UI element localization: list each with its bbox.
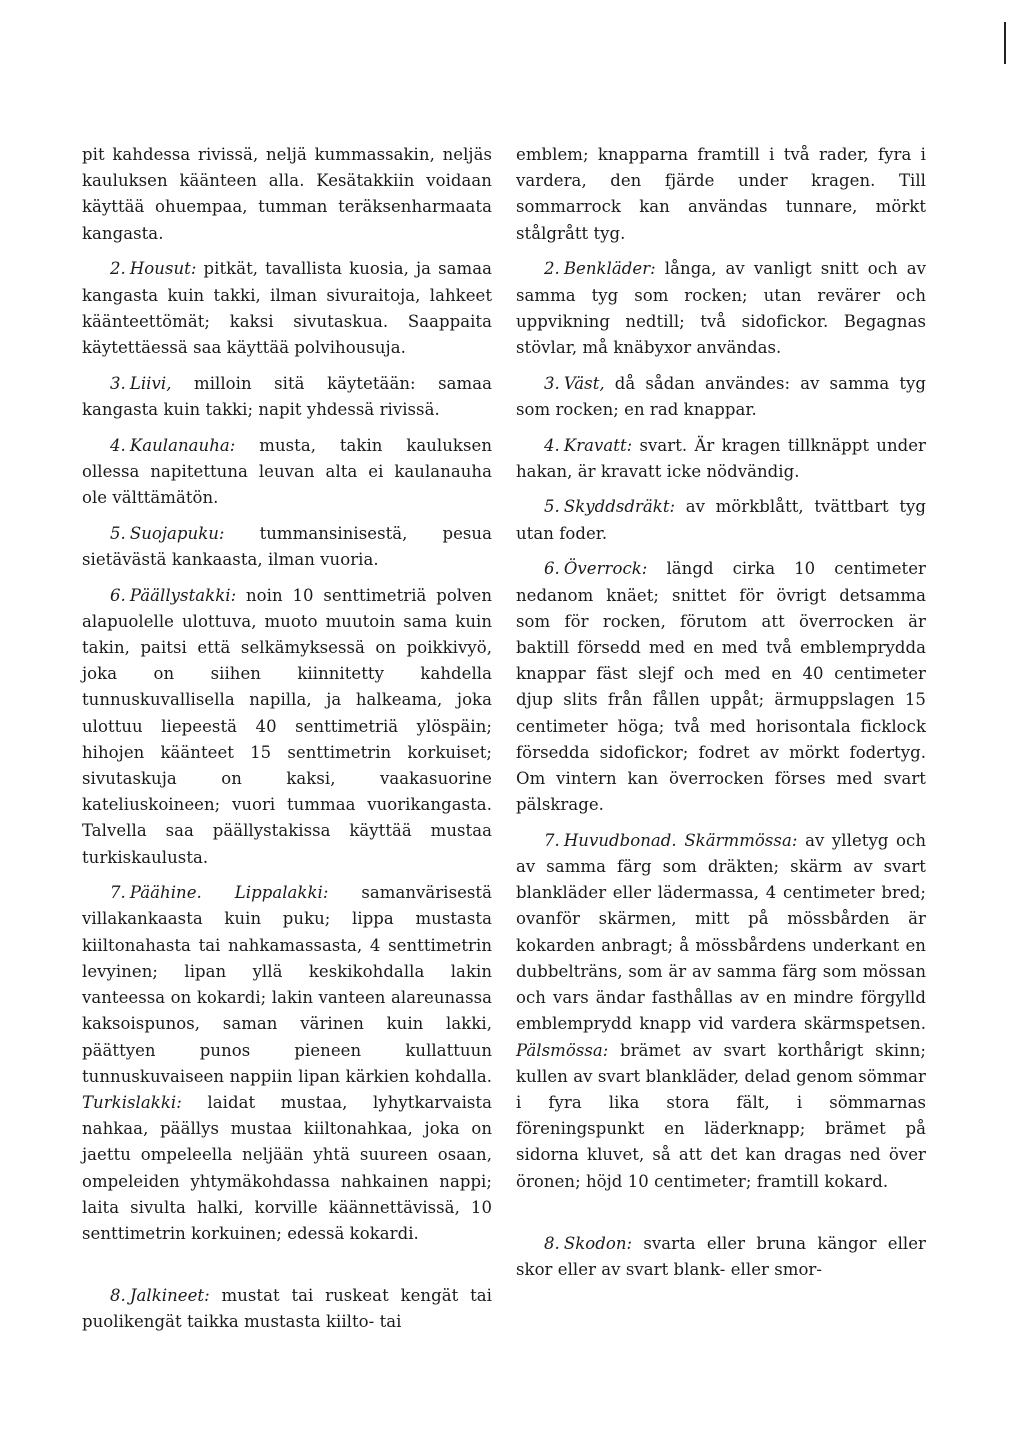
paragraph-text: laidat mustaa, lyhytkarvaista nahkaa, päällys mustaa kiiltonahkaa, joka on jaettu ompeleella neljään yhtä suureen osaan, ompeleiden yhtymäkohdassa nahkainen nappi; laita sivulta halki, korville käännettävissä, 10 senttimetrin korkuinen; edessä kokardi. bbox=[82, 1092, 492, 1243]
paragraph-7-huvudbonad bbox=[516, 828, 926, 1195]
item-number: 7. bbox=[110, 883, 126, 903]
swedish-column bbox=[516, 142, 926, 1293]
paragraph-text: emblem; knapparna framtill i två rader, fyra i vardera, den fjärde under kragen. Till sommarrock kan användas tunnare, mörkt stålgrått tyg. bbox=[516, 145, 926, 243]
paragraph-5-skyddsdrakt bbox=[516, 494, 926, 546]
item-number: 4. bbox=[110, 435, 126, 455]
item-number: 2. bbox=[110, 259, 126, 279]
item-term: Päähine. bbox=[129, 883, 202, 903]
item-number: 8. bbox=[544, 1233, 560, 1253]
paragraph-text bbox=[202, 883, 235, 902]
item-number: 2. bbox=[544, 259, 560, 279]
page-edge-mark bbox=[1004, 22, 1006, 64]
item-number: 5. bbox=[544, 497, 560, 517]
item-term: Överrock: bbox=[563, 559, 648, 579]
item-number: 8. bbox=[110, 1286, 126, 1306]
paragraph-3-vast bbox=[516, 371, 926, 423]
paragraph-8-skodon bbox=[516, 1231, 926, 1283]
item-term: Housut: bbox=[129, 259, 197, 279]
item-number: 7. bbox=[544, 830, 560, 850]
paragraph-8-jalkineet bbox=[82, 1283, 492, 1335]
paragraph-text: längd cirka 10 centimeter nedanom knäet; snittet för övrigt detsamma som för rocken, förutom att överrocken är baktill försedd med en med två emblemprydda knappar fäst slejf och med en 40 centimeter djup slits från fållen uppåt; ärmuppslagen 15 centimeter höga; två med horisontala ficklock försedda sidofickor; fodret av mörkt fodertyg. Om vintern kan överrocken förses med svart pälskrage. bbox=[516, 559, 926, 815]
item-term: Jalkineet: bbox=[129, 1286, 210, 1306]
paragraph-text: svarta eller bruna kängor eller skor eller av svart blank- eller smor- bbox=[516, 1233, 926, 1279]
paragraph-4-kravatt bbox=[516, 433, 926, 485]
paragraph-5-suojapuku bbox=[82, 521, 492, 573]
item-number: 4. bbox=[544, 435, 560, 455]
item-number: 6. bbox=[544, 559, 560, 579]
paragraph-text: samanvärisestä villakankaasta kuin puku; lippa mustasta kiiltonahasta tai nahkamassasta, 4 senttimetrin levyinen; lipan yllä keskikohdalla lakin vanteessa on kokardi; lakin vanteen alareunassa kaksoispunos, saman värinen kuin lakki, päättyen punos pieneen kullattuun tunnuskuvaiseen nappiin lipan kärkien kohdalla. bbox=[82, 883, 493, 1086]
paragraph-4-kaulanauha bbox=[82, 433, 492, 512]
item-term: Skodon: bbox=[563, 1233, 633, 1253]
paragraph-text: pitkät, tavallista kuosia, ja samaa kangasta kuin takki, ilman sivuraitoja, lahkeet käänteettömät; kaksi sivutaskua. Saappaita käytettäessä saa käyttää polvihousuja. bbox=[82, 259, 492, 357]
paragraph-text: pit kahdessa rivissä, neljä kummassakin, neljäs kauluksen käänteen alla. Kesätakkiin voidaan käyttää ohuempaa, tumman teräksenharmaata kangasta. bbox=[82, 145, 492, 243]
item-subterm: Lippalakki: bbox=[234, 883, 329, 903]
item-term: Benkläder: bbox=[563, 259, 656, 279]
paragraph-text: av ylletyg och av samma färg som dräkten; skärm av svart blankläder eller lädermassa, 4 centimeter bred; ovanför skärmen, mitt på mössbården är kokarden anbragt; å mössbårdens underkant en dubbelträns, som är av samma färg som mössan och vars ändar fasthållas av en mindre förgylld emblemprydd knapp vid vardera skärmspetsen. bbox=[516, 830, 927, 1034]
paragraph-text: mustat tai ruskeat kengät tai puolikengät taikka mustasta kiilto- tai bbox=[82, 1286, 492, 1332]
paragraph-text: tummansinisestä, pesua sietävästä kankaasta, ilman vuoria. bbox=[82, 523, 492, 569]
paragraph-text: brämet av svart korthårigt skinn; kullen av svart blankläder, delad genom sömmar i fyra lika stora fält, i sömmarnas föreningspunkt en läderknapp; brämet på sidorna kluvet, så att det kan dragas ned över öronen; höjd 10 centimeter; framtill kokard. bbox=[516, 1040, 926, 1191]
paragraph-2-housut bbox=[82, 256, 492, 361]
item-term: Kaulanauha: bbox=[129, 435, 236, 455]
item-subterm: Turkislakki: bbox=[82, 1092, 182, 1112]
item-number: 3. bbox=[110, 373, 126, 393]
item-term: Liivi, bbox=[129, 373, 172, 393]
paragraph-text: svart. Är kragen tillknäppt under hakan, är kravatt icke nödvändig. bbox=[516, 435, 926, 481]
paragraph-6-overrock bbox=[516, 556, 926, 818]
item-term: Kravatt: bbox=[563, 435, 633, 455]
item-subterm: Skärmmössa: bbox=[684, 830, 798, 850]
paragraph-text: långa, av vanligt snitt och av samma tyg som rocken; utan revärer och uppvikning nedtill; två sidofickor. Begagnas stövlar, må knäbyxor användas. bbox=[516, 259, 926, 357]
paragraph-continuation bbox=[82, 142, 492, 247]
paragraph-6-paallystakki bbox=[82, 583, 492, 871]
paragraph-text: då sådan användes: av samma tyg som rocken; en rad knappar. bbox=[516, 373, 926, 419]
item-term: Suojapuku: bbox=[129, 523, 225, 543]
paragraph-text: milloin sitä käytetään: samaa kangasta kuin takki; napit yhdessä rivissä. bbox=[82, 373, 492, 419]
item-term: Skyddsdräkt: bbox=[563, 497, 676, 517]
item-number: 5. bbox=[110, 523, 126, 543]
item-term: Huvudbonad. bbox=[563, 830, 677, 850]
paragraph-text: noin 10 senttimetriä polven alapuolelle ulottuva, muoto muutoin sama kuin takin, paitsi että selkämyksessä on poikkivyö, joka on siihen kiinnitetty kahdella tunnuskuvallisella napilla, ja halkeama, joka ulottuu liepeestä 40 senttimetriä ylöspäin; hihojen käänteet 15 senttimetrin korkuiset; sivutaskuja on kaksi, vaakasuorine kateliuskoineen; vuori tummaa vuorikangasta. Talvella saa päällystakissa käyttää mustaa turkiskaulusta. bbox=[82, 585, 492, 867]
finnish-column bbox=[82, 142, 492, 1345]
paragraph-text: av mörkblått, tvättbart tyg utan foder. bbox=[516, 497, 926, 543]
paragraph-2-benklader bbox=[516, 256, 926, 361]
item-term: Väst, bbox=[563, 373, 605, 393]
item-subterm: Pälsmössa: bbox=[516, 1040, 609, 1060]
paragraph-continuation bbox=[516, 142, 926, 247]
item-number: 3. bbox=[544, 373, 560, 393]
paragraph-text: musta, takin kauluksen ollessa napitettuna leuvan alta ei kaulanauha ole välttämätön. bbox=[82, 435, 492, 507]
item-number: 6. bbox=[110, 585, 126, 605]
paragraph-7-paahine bbox=[82, 880, 492, 1247]
paragraph-3-liivi bbox=[82, 371, 492, 423]
item-term: Päällystakki: bbox=[129, 585, 237, 605]
